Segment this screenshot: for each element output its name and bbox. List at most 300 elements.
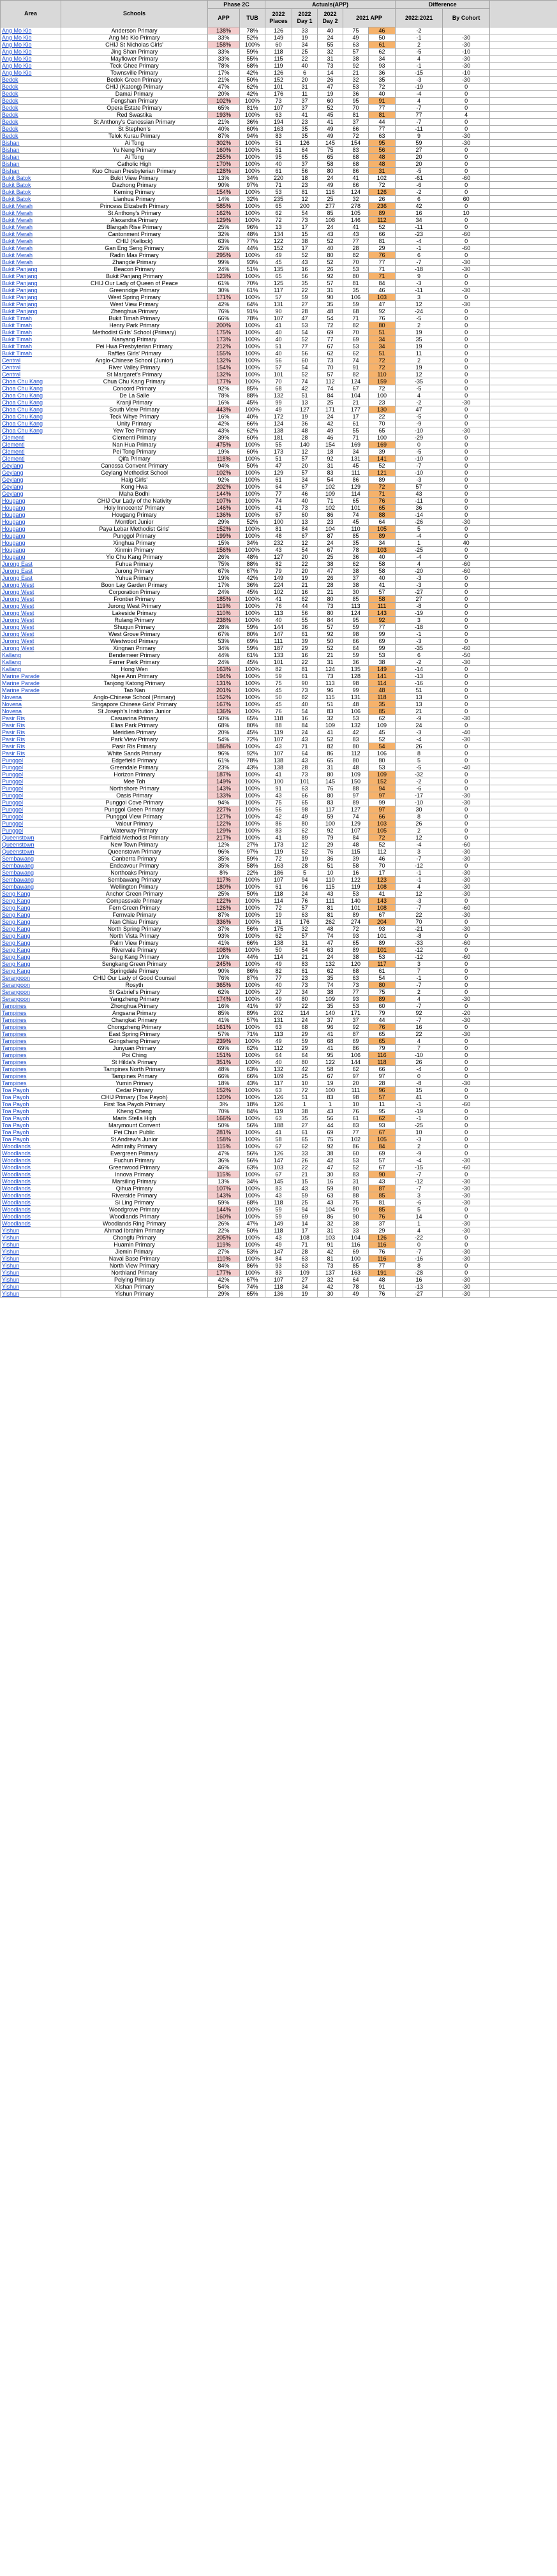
tub-cell: 100% [240, 834, 265, 841]
area-cell[interactable]: Ang Mo Kio [1, 41, 61, 48]
area-cell[interactable]: Bedok [1, 105, 61, 112]
area-cell[interactable]: Bukit Merah [1, 231, 61, 238]
area-cell[interactable]: Tampines [1, 1003, 61, 1010]
day2-cell: 42 [318, 1157, 343, 1164]
area-cell[interactable]: Tampines [1, 1038, 61, 1045]
area-cell[interactable]: Hougang [1, 554, 61, 561]
area-cell[interactable]: Woodlands [1, 1206, 61, 1213]
area-cell[interactable]: Woodlands [1, 1220, 61, 1227]
area-cell[interactable]: Tampines [1, 1066, 61, 1073]
day1-cell: 73 [292, 217, 318, 224]
day1-cell: 176 [292, 919, 318, 926]
area-cell[interactable]: Tampines [1, 1031, 61, 1038]
places-cell: 84 [265, 1255, 292, 1262]
area-cell[interactable]: Toa Payoh [1, 1108, 61, 1115]
app2021-cell: 110 [369, 371, 396, 378]
area-cell[interactable]: Seng Kang [1, 905, 61, 912]
area-cell[interactable]: Geylang [1, 477, 61, 484]
area-cell[interactable]: Clementi [1, 441, 61, 448]
area-cell[interactable]: Marine Parade [1, 687, 61, 694]
diff-cell: -1 [396, 1115, 443, 1122]
area-cell[interactable]: Sembawang [1, 855, 61, 862]
diff-cell: 5 [396, 1206, 443, 1213]
area-cell[interactable]: Hougang [1, 498, 61, 505]
area-cell[interactable]: Geylang [1, 470, 61, 477]
app2022-cell: 129 [343, 820, 369, 827]
area-cell[interactable]: Tampines [1, 1059, 61, 1066]
area-cell[interactable]: Woodlands [1, 1199, 61, 1206]
area-cell[interactable]: Toa Payoh [1, 1122, 61, 1129]
area-cell[interactable]: Sembawang [1, 870, 61, 877]
area-cell[interactable]: Toa Payoh [1, 1094, 61, 1101]
tub-cell: 100% [240, 189, 265, 196]
spacer-cell [490, 1171, 557, 1178]
app-cell: 166% [208, 1115, 240, 1122]
school-cell: CHIJ Our Lady of Good Counsel [61, 975, 208, 982]
school-cell: North View Primary [61, 1262, 208, 1269]
area-cell[interactable]: Jurong East [1, 561, 61, 568]
app2021-cell: 11 [369, 1101, 396, 1108]
area-cell[interactable]: Bukit Merah [1, 245, 61, 252]
area-cell[interactable]: Novena [1, 694, 61, 701]
area-cell[interactable]: Woodlands [1, 1143, 61, 1150]
area-cell[interactable]: Bukit Timah [1, 336, 61, 343]
day1-cell: 19 [292, 413, 318, 420]
area-cell[interactable]: Seng Kang [1, 898, 61, 905]
area-cell[interactable]: Punggol [1, 827, 61, 834]
tub-cell: 100% [240, 343, 265, 350]
day1-cell: 28 [292, 308, 318, 315]
area-cell[interactable]: Yishun [1, 1227, 61, 1234]
diff-cell: 0 [396, 441, 443, 448]
area-cell[interactable]: Bedok [1, 112, 61, 119]
app-cell: 20% [208, 729, 240, 736]
cohort-cell: 0 [443, 1262, 490, 1269]
cohort-cell: 0 [443, 161, 490, 168]
area-cell[interactable]: Bedok [1, 98, 61, 105]
places-cell: 49 [265, 1038, 292, 1045]
area-cell[interactable]: Geylang [1, 491, 61, 498]
difference-header: Difference [396, 1, 490, 9]
school-cell: New Town Primary [61, 841, 208, 848]
area-cell[interactable]: Jurong West [1, 645, 61, 652]
app2022-cell: 119 [343, 884, 369, 891]
area-cell[interactable]: Tampines [1, 1080, 61, 1087]
app2022-cell: 32 [343, 77, 369, 84]
diff-cell: -2 [396, 399, 443, 406]
area-cell[interactable]: Bishan [1, 140, 61, 147]
area-cell[interactable]: Bukit Merah [1, 238, 61, 245]
area-cell[interactable]: Geylang [1, 463, 61, 470]
places-cell: 27 [265, 989, 292, 996]
day2-cell: 48 [318, 308, 343, 315]
diff-cell: 1 [396, 540, 443, 547]
area-cell[interactable]: Jurong East [1, 568, 61, 575]
area-cell[interactable]: Choa Chu Kang [1, 399, 61, 406]
app2022-cell: 66 [343, 126, 369, 133]
area-cell[interactable]: Punggol [1, 820, 61, 827]
area-cell[interactable]: Jurong West [1, 589, 61, 596]
spacer-cell [490, 624, 557, 631]
school-cell: Townsville Primary [61, 70, 208, 77]
area-cell[interactable]: Choa Chu Kang [1, 385, 61, 392]
area-cell[interactable]: Pasir Ris [1, 729, 61, 736]
area-cell[interactable]: Jurong West [1, 596, 61, 603]
area-cell[interactable]: Seng Kang [1, 961, 61, 968]
app2021-cell: 97 [369, 1073, 396, 1080]
area-cell[interactable]: Serangoon [1, 989, 61, 996]
area-cell[interactable]: Seng Kang [1, 912, 61, 919]
area-cell[interactable]: Tampines [1, 1024, 61, 1031]
places-cell: 41 [265, 771, 292, 778]
area-cell[interactable]: Sembawang [1, 877, 61, 884]
area-cell[interactable]: Bedok [1, 119, 61, 126]
diff-cell: -27 [396, 1291, 443, 1298]
cohort-cell: -30 [443, 34, 490, 41]
day1-cell: 14 [292, 1220, 318, 1227]
area-cell[interactable]: Jurong East [1, 575, 61, 582]
day2-cell: 52 [318, 105, 343, 112]
area-cell[interactable]: Kallang [1, 652, 61, 659]
table-row [1, 533, 557, 540]
area-cell[interactable]: Punggol [1, 799, 61, 806]
area-cell[interactable]: Pasir Ris [1, 743, 61, 750]
area-cell[interactable]: Ang Mo Kio [1, 56, 61, 63]
app2022-cell: 41 [343, 224, 369, 231]
area-cell[interactable]: Bukit Merah [1, 203, 61, 210]
area-cell[interactable]: Bedok [1, 77, 61, 84]
day2-cell: 65 [318, 757, 343, 764]
spacer-cell [490, 392, 557, 399]
table-row [1, 1150, 557, 1157]
diff-cell: -3 [396, 898, 443, 905]
area-cell[interactable]: Geylang [1, 484, 61, 491]
day1-cell: 56 [292, 168, 318, 175]
area-cell[interactable]: Seng Kang [1, 926, 61, 933]
area-cell[interactable]: Choa Chu Kang [1, 413, 61, 420]
area-cell[interactable]: Pasir Ris [1, 736, 61, 743]
diff-cell: -9 [396, 1150, 443, 1157]
tub-cell: 50% [240, 891, 265, 898]
area-cell[interactable]: Bukit Panjang [1, 301, 61, 308]
area-cell[interactable]: Bedok [1, 126, 61, 133]
day1-cell: 63 [292, 912, 318, 919]
places-cell: 57 [265, 294, 292, 301]
diff-cell: 11 [396, 350, 443, 357]
area-cell[interactable]: Hougang [1, 526, 61, 533]
area-cell[interactable]: Woodlands [1, 1150, 61, 1157]
area-cell[interactable]: Woodlands [1, 1192, 61, 1199]
school-cell: Oasis Primary [61, 792, 208, 799]
area-cell[interactable]: Bukit Merah [1, 259, 61, 266]
area-cell[interactable]: Novena [1, 708, 61, 715]
area-cell[interactable]: Punggol [1, 806, 61, 813]
day1-cell: 27 [292, 301, 318, 308]
area-cell[interactable]: Serangoon [1, 975, 61, 982]
app2021-cell: 70 [369, 862, 396, 870]
area-cell[interactable]: Hougang [1, 505, 61, 512]
area-cell[interactable]: Jurong West [1, 638, 61, 645]
day2-cell: 52 [318, 645, 343, 652]
school-cell: Fern Green Primary [61, 905, 208, 912]
area-cell[interactable]: Tampines [1, 1017, 61, 1024]
area-cell[interactable]: Serangoon [1, 982, 61, 989]
table-row [1, 1052, 557, 1059]
area-cell[interactable]: Bukit Timah [1, 343, 61, 350]
area-cell[interactable]: Choa Chu Kang [1, 392, 61, 399]
area-cell[interactable]: Novena [1, 701, 61, 708]
area-cell[interactable]: Yishun [1, 1248, 61, 1255]
app2022-cell: 57 [343, 48, 369, 56]
area-cell[interactable]: Tampines [1, 1010, 61, 1017]
app-cell: 133% [208, 792, 240, 799]
area-cell[interactable]: Seng Kang [1, 940, 61, 947]
school-cell: Gongshang Primary [61, 1038, 208, 1045]
area-cell[interactable]: Hougang [1, 512, 61, 519]
area-cell[interactable]: Choa Chu Kang [1, 406, 61, 413]
cohort-cell: 0 [443, 589, 490, 596]
table-row [1, 905, 557, 912]
day2-cell: 109 [318, 996, 343, 1003]
spacer-cell [490, 1066, 557, 1073]
area-cell[interactable]: Tampines [1, 1073, 61, 1080]
app2021-cell: 101 [369, 933, 396, 940]
day2-cell: 10 [318, 870, 343, 877]
day1-cell: 34 [292, 41, 318, 48]
tub-cell: 64% [240, 301, 265, 308]
area-cell[interactable]: Hougang [1, 533, 61, 540]
app2022-cell: 30 [343, 589, 369, 596]
area-cell[interactable]: Jurong West [1, 617, 61, 624]
cohort-cell: 0 [443, 168, 490, 175]
app-cell: 152% [208, 694, 240, 701]
cohort-cell: -30 [443, 301, 490, 308]
table-row [1, 1108, 557, 1115]
spacer-cell [490, 743, 557, 750]
area-cell[interactable]: Bukit Merah [1, 210, 61, 217]
area-cell[interactable]: Ang Mo Kio [1, 48, 61, 56]
area-cell[interactable]: Bukit Merah [1, 217, 61, 224]
area-cell[interactable]: Yishun [1, 1284, 61, 1291]
cohort-cell: -60 [443, 245, 490, 252]
area-cell[interactable]: Marine Parade [1, 680, 61, 687]
area-cell[interactable]: Punggol [1, 778, 61, 785]
cohort-cell: 0 [443, 1241, 490, 1248]
area-cell[interactable]: Central [1, 371, 61, 378]
area-cell[interactable]: Bedok [1, 91, 61, 98]
area-cell[interactable]: Bukit Panjang [1, 287, 61, 294]
area-cell[interactable]: Choa Chu Kang [1, 420, 61, 427]
area-cell[interactable]: Choa Chu Kang [1, 427, 61, 434]
table-row [1, 1073, 557, 1080]
area-cell[interactable]: Ang Mo Kio [1, 34, 61, 41]
area-cell[interactable]: Punggol [1, 757, 61, 764]
day1-cell: 65 [292, 799, 318, 806]
area-cell[interactable]: Clementi [1, 455, 61, 463]
area-cell[interactable]: Bukit Panjang [1, 266, 61, 273]
area-cell[interactable]: Seng Kang [1, 891, 61, 898]
area-cell[interactable]: Seng Kang [1, 947, 61, 954]
area-cell[interactable]: Pasir Ris [1, 750, 61, 757]
area-cell[interactable]: Pasir Ris [1, 722, 61, 729]
area-cell[interactable]: Yishun [1, 1269, 61, 1277]
area-cell[interactable]: Bukit Merah [1, 224, 61, 231]
area-cell[interactable]: Yishun [1, 1262, 61, 1269]
area-cell[interactable]: Woodlands [1, 1185, 61, 1192]
app-cell: 99% [208, 259, 240, 266]
day2-cell: 80 [318, 252, 343, 259]
area-cell[interactable]: Bukit Timah [1, 329, 61, 336]
area-cell[interactable]: Bedok [1, 133, 61, 140]
app2022-cell: 32 [343, 196, 369, 203]
app2022-cell: 85 [343, 1262, 369, 1269]
diff-cell: 19 [396, 329, 443, 336]
app2021-cell: 97 [369, 806, 396, 813]
tub-cell: 61% [240, 652, 265, 659]
cohort-cell: -60 [443, 175, 490, 182]
area-cell[interactable]: Bukit Batok [1, 189, 61, 196]
area-cell[interactable]: Bukit Panjang [1, 308, 61, 315]
area-cell[interactable]: Toa Payoh [1, 1136, 61, 1143]
area-cell[interactable]: Bukit Timah [1, 315, 61, 322]
area-cell[interactable]: Queenstown [1, 848, 61, 855]
area-cell[interactable]: Toa Payoh [1, 1115, 61, 1122]
area-cell[interactable]: Seng Kang [1, 933, 61, 940]
area-cell[interactable]: Yishun [1, 1234, 61, 1241]
area-cell[interactable]: Tampines [1, 1052, 61, 1059]
area-cell[interactable]: Bukit Timah [1, 350, 61, 357]
cohort-cell: 0 [443, 1066, 490, 1073]
tub-cell: 89% [240, 1010, 265, 1017]
phase-header: Phase 2C [208, 1, 265, 9]
area-cell[interactable]: Bishan [1, 154, 61, 161]
area-cell[interactable]: Jurong West [1, 631, 61, 638]
area-cell[interactable]: Central [1, 357, 61, 364]
area-cell[interactable]: Choa Chu Kang [1, 378, 61, 385]
area-cell[interactable]: Woodlands [1, 1171, 61, 1178]
area-cell[interactable]: Sembawang [1, 862, 61, 870]
area-cell[interactable]: Hougang [1, 540, 61, 547]
area-cell[interactable]: Bukit Batok [1, 175, 61, 182]
spacer-cell [490, 968, 557, 975]
area-cell[interactable]: Yishun [1, 1291, 61, 1298]
area-cell[interactable]: Punggol [1, 785, 61, 792]
day2-cell: 83 [318, 470, 343, 477]
area-cell[interactable]: Punggol [1, 813, 61, 820]
day2-cell: 41 [318, 1045, 343, 1052]
area-cell[interactable]: Seng Kang [1, 968, 61, 975]
area-cell[interactable]: Jurong West [1, 603, 61, 610]
area-cell[interactable]: Bishan [1, 147, 61, 154]
area-cell[interactable]: Bishan [1, 161, 61, 168]
area-cell[interactable]: Toa Payoh [1, 1087, 61, 1094]
area-cell[interactable]: Punggol [1, 771, 61, 778]
area-cell[interactable]: Queenstown [1, 834, 61, 841]
area-cell[interactable]: Punggol [1, 792, 61, 799]
table-row [1, 329, 557, 336]
area-cell[interactable]: Queenstown [1, 841, 61, 848]
area-cell[interactable]: Seng Kang [1, 919, 61, 926]
area-cell[interactable]: Bukit Batok [1, 182, 61, 189]
app2022-cell: 65 [343, 498, 369, 505]
area-cell[interactable]: Bukit Panjang [1, 273, 61, 280]
area-cell[interactable]: Ang Mo Kio [1, 63, 61, 70]
area-cell[interactable]: Bukit Panjang [1, 294, 61, 301]
area-cell[interactable]: Bukit Merah [1, 252, 61, 259]
area-cell[interactable]: Marine Parade [1, 673, 61, 680]
area-cell[interactable]: Jurong West [1, 624, 61, 631]
area-cell[interactable]: Seng Kang [1, 954, 61, 961]
area-cell[interactable]: Bishan [1, 168, 61, 175]
app2021-cell: 79 [369, 1045, 396, 1052]
area-cell[interactable]: Hougang [1, 519, 61, 526]
app-cell: 152% [208, 1087, 240, 1094]
school-cell: Maha Bodhi [61, 491, 208, 498]
diff-cell: -20 [396, 568, 443, 575]
area-cell[interactable]: Yishun [1, 1255, 61, 1262]
tub-cell: 100% [240, 547, 265, 554]
area-cell[interactable]: Serangoon [1, 996, 61, 1003]
area-cell[interactable]: Yishun [1, 1277, 61, 1284]
table-row [1, 1164, 557, 1171]
area-cell[interactable]: Jurong West [1, 582, 61, 589]
area-cell[interactable]: Ang Mo Kio [1, 70, 61, 77]
area-cell[interactable]: Woodlands [1, 1213, 61, 1220]
cohort-cell: 0 [443, 1087, 490, 1094]
app2021-cell: 94 [369, 785, 396, 792]
diff-cell: 77 [396, 112, 443, 119]
area-cell[interactable]: Clementi [1, 434, 61, 441]
area-cell[interactable]: Bukit Batok [1, 196, 61, 203]
area-cell[interactable]: Sembawang [1, 884, 61, 891]
tub-cell: 100% [240, 1171, 265, 1178]
spacer-cell [490, 954, 557, 961]
area-cell[interactable]: Punggol [1, 764, 61, 771]
area-cell[interactable]: Pasir Ris [1, 715, 61, 722]
day2-cell: 49 [318, 126, 343, 133]
area-cell[interactable]: Yishun [1, 1241, 61, 1248]
app2022-cell: 105 [343, 210, 369, 217]
area-cell[interactable]: Kallang [1, 659, 61, 666]
area-cell[interactable]: Ang Mo Kio [1, 27, 61, 34]
spacer-cell [490, 1045, 557, 1052]
area-cell[interactable]: Toa Payoh [1, 1101, 61, 1108]
cohort-cell: -60 [443, 954, 490, 961]
spacer-cell [490, 161, 557, 168]
area-cell[interactable]: Tampines [1, 1045, 61, 1052]
day2-cell: 81 [318, 912, 343, 919]
app2021-cell: 35 [369, 77, 396, 84]
area-cell[interactable]: Bukit Panjang [1, 280, 61, 287]
table-row [1, 140, 557, 147]
area-cell[interactable]: Woodlands [1, 1164, 61, 1171]
area-cell[interactable]: Woodlands [1, 1157, 61, 1164]
area-cell[interactable]: Hougang [1, 547, 61, 554]
table-row [1, 273, 557, 280]
places-cell: 118 [265, 715, 292, 722]
area-cell[interactable]: Clementi [1, 448, 61, 455]
school-cell: Yu Neng Primary [61, 147, 208, 154]
area-cell[interactable]: Kallang [1, 666, 61, 673]
area-cell[interactable]: Bedok [1, 84, 61, 91]
area-cell[interactable]: Jurong West [1, 610, 61, 617]
app-cell: 143% [208, 1192, 240, 1199]
day1-cell: 19 [292, 855, 318, 862]
area-cell[interactable]: Central [1, 364, 61, 371]
area-cell[interactable]: Woodlands [1, 1178, 61, 1185]
area-cell[interactable]: Bukit Timah [1, 322, 61, 329]
area-cell[interactable]: Toa Payoh [1, 1129, 61, 1136]
